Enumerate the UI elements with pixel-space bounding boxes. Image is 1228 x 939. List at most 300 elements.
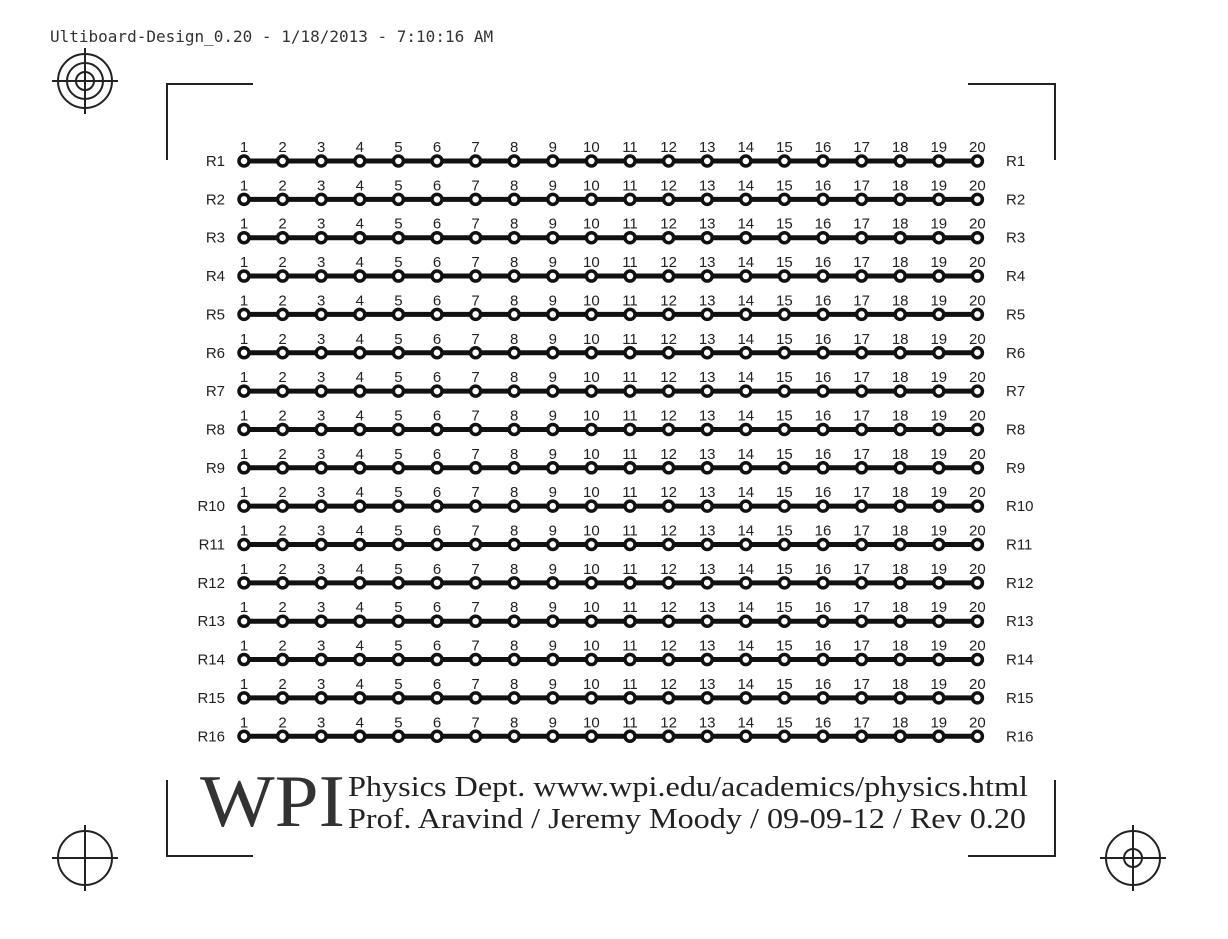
pad-icon (895, 616, 905, 626)
row-label-right: R4 (1006, 268, 1026, 286)
column-label: 19 (930, 484, 948, 502)
pad-icon (779, 463, 789, 473)
pad-icon (625, 693, 635, 703)
pad-icon (625, 233, 635, 243)
pad-row (206, 254, 1025, 285)
pad-icon (393, 463, 403, 473)
pad-icon (818, 233, 828, 243)
pad-icon (895, 424, 905, 434)
column-label: 4 (355, 292, 364, 310)
pad-icon (625, 578, 635, 588)
column-label: 17 (853, 407, 870, 425)
column-label: 15 (776, 215, 793, 233)
column-label: 5 (394, 445, 403, 463)
pad-icon (471, 578, 481, 588)
column-label: 20 (969, 330, 986, 348)
column-label: 7 (471, 484, 480, 502)
column-label: 10 (583, 407, 600, 425)
pad-icon (239, 731, 249, 741)
pad-icon (972, 271, 982, 281)
column-label: 19 (930, 522, 948, 540)
column-label: 6 (432, 714, 442, 732)
pad-icon (779, 540, 789, 550)
pad-icon (278, 501, 288, 511)
column-label: 14 (737, 599, 755, 617)
pad-icon (278, 348, 288, 358)
column-label: 5 (394, 369, 403, 387)
pad-icon (239, 616, 249, 626)
pad-icon (857, 309, 867, 319)
column-label: 12 (660, 560, 677, 578)
column-label: 9 (548, 407, 557, 425)
pad-icon (355, 309, 365, 319)
row-label-right: R10 (1006, 498, 1034, 516)
pad-icon (972, 693, 982, 703)
pad-icon (741, 578, 751, 588)
pad-icon (818, 578, 828, 588)
column-label: 18 (891, 407, 909, 425)
column-label: 7 (471, 139, 480, 156)
column-label: 7 (471, 254, 480, 272)
column-label: 20 (969, 484, 986, 502)
column-label: 1 (239, 177, 249, 195)
pad-icon (625, 501, 635, 511)
column-label: 11 (622, 714, 638, 732)
pad-icon (393, 156, 403, 166)
column-label: 20 (969, 560, 986, 578)
pad-icon (702, 271, 712, 281)
column-label: 11 (622, 445, 638, 463)
pad-icon (586, 731, 596, 741)
column-label: 16 (814, 407, 832, 425)
column-label: 5 (394, 177, 403, 195)
column-label: 1 (239, 139, 249, 156)
pad-icon (471, 424, 481, 434)
pad-icon (741, 271, 751, 281)
pad-icon (895, 540, 905, 550)
column-label: 3 (317, 637, 326, 655)
column-label: 19 (930, 292, 948, 310)
pad-icon (857, 693, 867, 703)
column-label: 17 (853, 445, 870, 463)
pad-icon (278, 156, 288, 166)
column-label: 14 (737, 254, 755, 272)
pad-row (206, 139, 1025, 170)
row-label-left: R10 (197, 498, 225, 516)
pad-icon (972, 463, 982, 473)
pad-icon (509, 309, 519, 319)
column-label: 8 (510, 369, 519, 387)
column-label: 9 (548, 714, 557, 732)
column-label: 5 (394, 139, 403, 156)
column-label: 13 (698, 292, 716, 310)
column-label: 15 (776, 714, 793, 732)
column-label: 3 (317, 560, 326, 578)
pad-icon (239, 233, 249, 243)
pad-icon (509, 501, 519, 511)
column-label: 20 (969, 714, 986, 732)
column-label: 2 (278, 484, 287, 502)
column-label: 8 (510, 714, 519, 732)
pad-icon (548, 731, 558, 741)
pad-icon (664, 424, 674, 434)
column-label: 17 (853, 215, 870, 233)
pad-icon (702, 194, 712, 204)
column-label: 4 (355, 675, 364, 693)
column-label: 19 (930, 177, 948, 195)
column-label: 17 (853, 599, 870, 617)
row-label-left: R6 (205, 344, 225, 362)
column-label: 6 (432, 560, 442, 578)
pad-icon (393, 693, 403, 703)
pad-icon (316, 348, 326, 358)
pad-icon (702, 424, 712, 434)
column-label: 3 (317, 215, 326, 233)
pad-icon (509, 578, 519, 588)
column-label: 2 (278, 675, 287, 693)
column-label: 8 (510, 637, 519, 655)
column-label: 20 (969, 522, 986, 540)
column-label: 14 (737, 139, 755, 156)
pad-icon (664, 386, 674, 396)
row-label-right: R13 (1006, 613, 1034, 631)
pad-icon (779, 655, 789, 665)
pad-icon (278, 540, 288, 550)
pad-grid (197, 139, 1033, 745)
column-label: 10 (583, 445, 600, 463)
pad-icon (664, 540, 674, 550)
pad-row (206, 216, 1025, 247)
column-label: 4 (355, 407, 364, 425)
pad-icon (239, 540, 249, 550)
pad-icon (432, 194, 442, 204)
pad-icon (548, 655, 558, 665)
column-label: 1 (239, 714, 249, 732)
column-label: 15 (776, 292, 793, 310)
pad-icon (586, 348, 596, 358)
pad-icon (355, 578, 365, 588)
column-label: 3 (317, 675, 326, 693)
column-label: 18 (891, 522, 909, 540)
pad-icon (509, 386, 519, 396)
column-label: 10 (583, 292, 600, 310)
column-label: 8 (510, 522, 519, 540)
pad-icon (355, 655, 365, 665)
column-label: 17 (853, 560, 870, 578)
pad-icon (779, 424, 789, 434)
column-label: 19 (930, 560, 948, 578)
pad-icon (393, 386, 403, 396)
pad-icon (278, 655, 288, 665)
pad-icon (355, 233, 365, 243)
pad-icon (278, 424, 288, 434)
pad-icon (664, 348, 674, 358)
pad-icon (586, 271, 596, 281)
pad-icon (779, 309, 789, 319)
pad-icon (779, 233, 789, 243)
pad-icon (857, 540, 867, 550)
pad-icon (972, 501, 982, 511)
column-label: 11 (622, 369, 638, 387)
column-label: 7 (471, 407, 480, 425)
column-label: 2 (278, 330, 287, 348)
pad-icon (548, 309, 558, 319)
pad-icon (471, 194, 481, 204)
pad-icon (393, 233, 403, 243)
column-label: 12 (660, 292, 677, 310)
pad-icon (702, 386, 712, 396)
pad-icon (625, 194, 635, 204)
registration-mark-bottom-right-icon (1100, 825, 1166, 891)
column-label: 2 (278, 292, 287, 310)
column-label: 15 (776, 139, 793, 156)
pad-row (199, 523, 1033, 554)
pad-icon (355, 348, 365, 358)
column-label: 8 (510, 139, 519, 156)
column-label: 4 (355, 330, 364, 348)
registration-mark-bottom-left-icon (52, 825, 118, 891)
pad-icon (278, 271, 288, 281)
pad-icon (239, 578, 249, 588)
column-label: 1 (239, 484, 249, 502)
column-label: 1 (239, 560, 249, 578)
column-label: 18 (891, 254, 909, 272)
column-label: 13 (698, 215, 716, 233)
pad-icon (586, 655, 596, 665)
column-label: 7 (471, 177, 480, 195)
column-label: 1 (239, 254, 249, 272)
pad-icon (355, 693, 365, 703)
column-label: 15 (776, 599, 793, 617)
pad-icon (934, 501, 944, 511)
column-label: 11 (622, 215, 638, 233)
column-label: 4 (355, 215, 364, 233)
pad-icon (432, 693, 442, 703)
pad-icon (432, 309, 442, 319)
pad-icon (432, 540, 442, 550)
pad-icon (972, 424, 982, 434)
column-label: 2 (278, 215, 287, 233)
column-label: 14 (737, 637, 755, 655)
pad-icon (741, 309, 751, 319)
pad-icon (934, 731, 944, 741)
column-label: 1 (239, 599, 249, 617)
pad-icon (432, 578, 442, 588)
column-label: 2 (278, 714, 287, 732)
row-label-left: R4 (205, 268, 225, 286)
column-label: 17 (853, 369, 870, 387)
pad-icon (779, 156, 789, 166)
pad-icon (741, 233, 751, 243)
pad-icon (934, 233, 944, 243)
column-label: 5 (394, 254, 403, 272)
column-label: 20 (969, 292, 986, 310)
pad-icon (895, 271, 905, 281)
pad-icon (934, 194, 944, 204)
column-label: 18 (891, 330, 909, 348)
pad-icon (779, 616, 789, 626)
pad-icon (509, 424, 519, 434)
pad-icon (393, 309, 403, 319)
pad-icon (702, 731, 712, 741)
column-label: 15 (776, 330, 793, 348)
column-label: 18 (891, 560, 909, 578)
column-label: 15 (776, 522, 793, 540)
pad-icon (779, 194, 789, 204)
column-label: 11 (622, 522, 638, 540)
column-label: 10 (583, 139, 600, 156)
column-label: 19 (930, 369, 948, 387)
pad-icon (779, 693, 789, 703)
pad-icon (625, 424, 635, 434)
column-label: 19 (930, 330, 948, 348)
pad-icon (278, 386, 288, 396)
column-label: 2 (278, 522, 287, 540)
pad-icon (278, 578, 288, 588)
column-label: 1 (239, 292, 249, 310)
pad-icon (432, 156, 442, 166)
pad-icon (818, 540, 828, 550)
pad-icon (934, 616, 944, 626)
pad-row (197, 599, 1033, 630)
column-label: 6 (432, 599, 442, 617)
column-label: 17 (853, 484, 870, 502)
column-label: 1 (239, 407, 249, 425)
pad-icon (355, 463, 365, 473)
pad-icon (702, 655, 712, 665)
pad-icon (741, 616, 751, 626)
column-label: 10 (583, 560, 600, 578)
column-label: 15 (776, 407, 793, 425)
column-label: 14 (737, 445, 755, 463)
pad-icon (432, 233, 442, 243)
row-label-right: R15 (1006, 689, 1034, 707)
column-label: 7 (471, 292, 480, 310)
pad-icon (895, 309, 905, 319)
registration-mark-top-left-icon (52, 48, 118, 114)
column-label: 7 (471, 369, 480, 387)
pad-icon (471, 271, 481, 281)
column-label: 7 (471, 637, 480, 655)
column-label: 11 (622, 599, 638, 617)
pad-icon (548, 156, 558, 166)
pad-icon (355, 156, 365, 166)
column-label: 6 (432, 484, 442, 502)
row-label-left: R12 (197, 574, 225, 592)
column-label: 11 (622, 407, 638, 425)
pad-icon (779, 348, 789, 358)
column-label: 19 (930, 675, 948, 693)
column-label: 17 (853, 714, 870, 732)
pad-icon (934, 655, 944, 665)
column-label: 9 (548, 445, 557, 463)
column-label: 5 (394, 292, 403, 310)
wpi-logo: WPI (200, 761, 345, 843)
column-label: 18 (891, 484, 909, 502)
pad-icon (702, 309, 712, 319)
pad-icon (779, 386, 789, 396)
pad-icon (355, 501, 365, 511)
pad-icon (895, 501, 905, 511)
pad-icon (741, 348, 751, 358)
column-label: 14 (737, 215, 755, 233)
pad-icon (857, 386, 867, 396)
pad-icon (741, 463, 751, 473)
column-label: 4 (355, 560, 364, 578)
column-label: 8 (510, 330, 519, 348)
pad-icon (934, 271, 944, 281)
pad-icon (895, 693, 905, 703)
pad-icon (664, 655, 674, 665)
column-label: 11 (622, 177, 638, 195)
pad-icon (586, 693, 596, 703)
pad-row (206, 331, 1025, 362)
column-label: 15 (776, 177, 793, 195)
pad-icon (702, 156, 712, 166)
pad-icon (664, 501, 674, 511)
column-label: 8 (510, 254, 519, 272)
column-label: 16 (814, 330, 832, 348)
pad-icon (316, 424, 326, 434)
column-label: 2 (278, 254, 287, 272)
column-label: 20 (969, 177, 986, 195)
pad-icon (239, 693, 249, 703)
pad-icon (432, 463, 442, 473)
column-label: 3 (317, 714, 326, 732)
column-label: 15 (776, 254, 793, 272)
pad-icon (471, 501, 481, 511)
pad-icon (509, 693, 519, 703)
column-label: 8 (510, 215, 519, 233)
column-label: 16 (814, 675, 832, 693)
pad-icon (702, 578, 712, 588)
column-label: 16 (814, 522, 832, 540)
pad-icon (239, 386, 249, 396)
column-label: 13 (698, 254, 716, 272)
pad-icon (316, 386, 326, 396)
column-label: 7 (471, 675, 480, 693)
pad-icon (471, 731, 481, 741)
column-label: 2 (278, 139, 287, 156)
column-label: 15 (776, 675, 793, 693)
column-label: 9 (548, 215, 557, 233)
pad-icon (934, 309, 944, 319)
pad-icon (664, 578, 674, 588)
pad-icon (278, 616, 288, 626)
row-label-left: R7 (205, 383, 225, 401)
pad-row (197, 484, 1033, 515)
pad-icon (586, 194, 596, 204)
column-label: 5 (394, 330, 403, 348)
pad-icon (818, 424, 828, 434)
pad-icon (316, 578, 326, 588)
pad-icon (934, 463, 944, 473)
pad-icon (664, 309, 674, 319)
pad-icon (702, 693, 712, 703)
pad-icon (702, 616, 712, 626)
column-label: 18 (891, 599, 909, 617)
pad-icon (316, 501, 326, 511)
row-label-left: R13 (197, 613, 225, 631)
column-label: 10 (583, 599, 600, 617)
pad-icon (509, 616, 519, 626)
column-label: 20 (969, 637, 986, 655)
pad-icon (857, 271, 867, 281)
pad-icon (471, 655, 481, 665)
pad-icon (316, 616, 326, 626)
column-label: 9 (548, 139, 557, 156)
column-label: 3 (317, 330, 326, 348)
